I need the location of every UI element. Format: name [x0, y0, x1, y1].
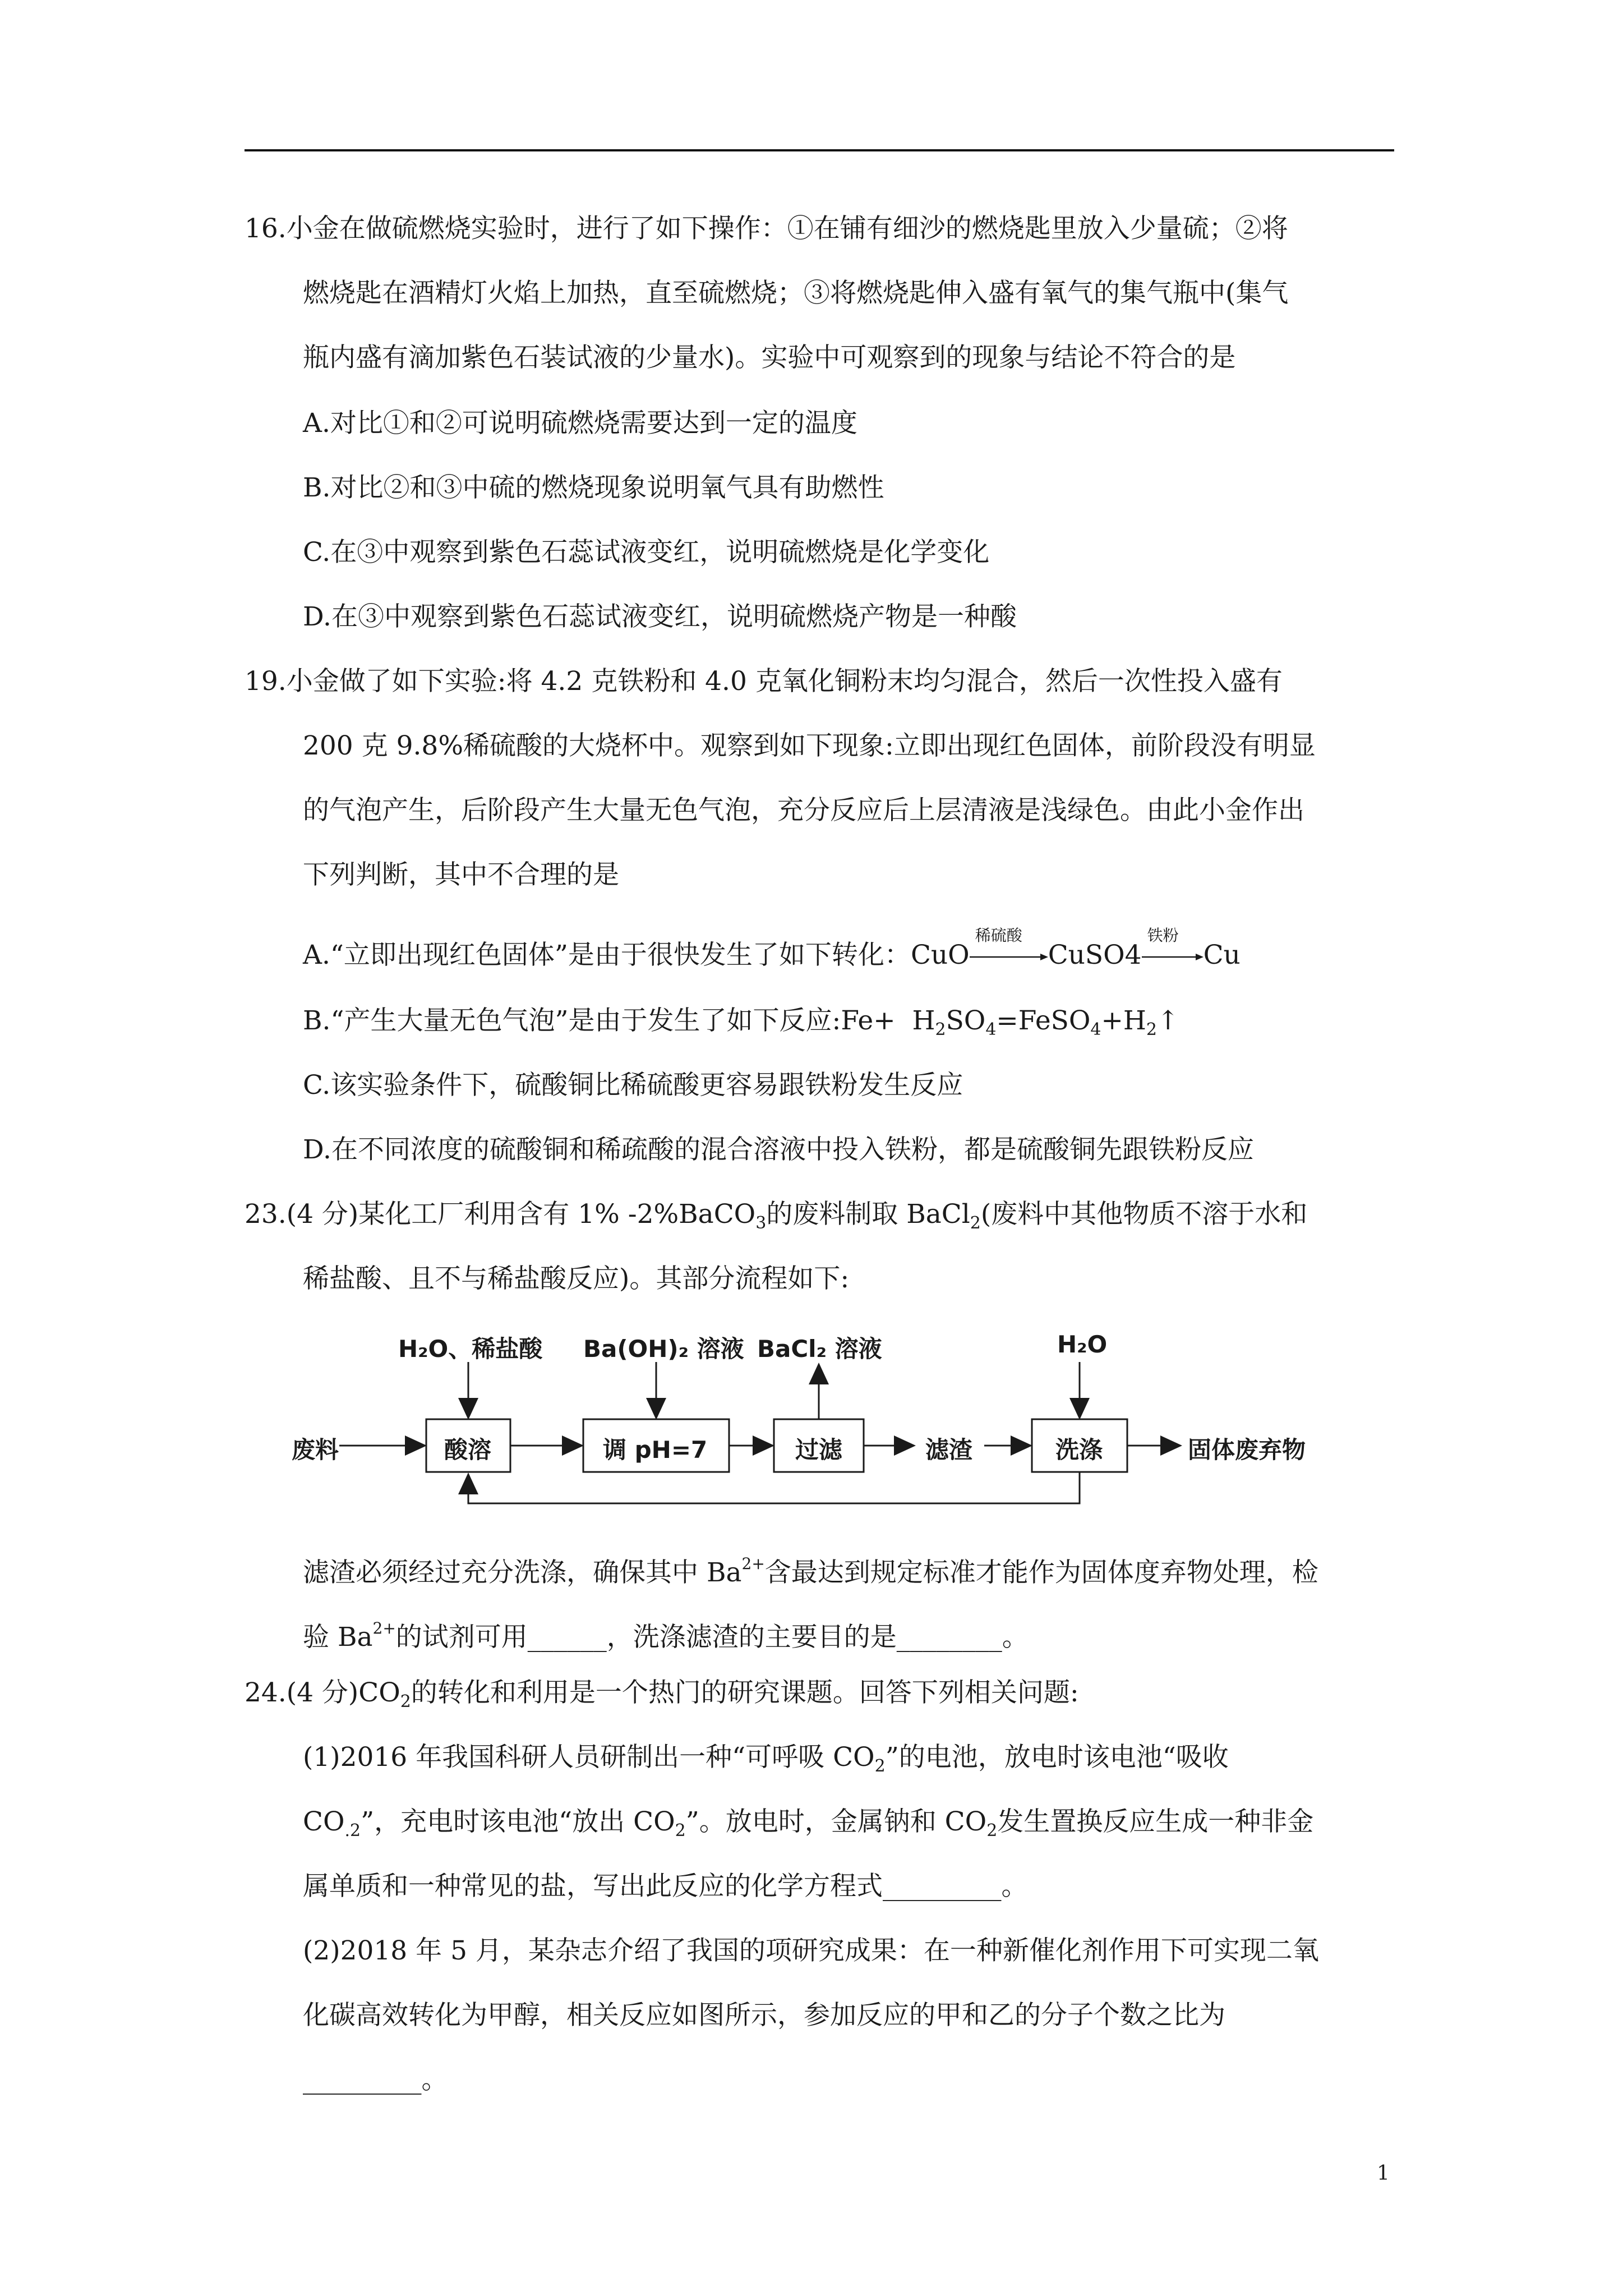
formula-h2: +H [1101, 1005, 1146, 1036]
flow-input-reagents-2: Ba(OH)₂ 溶液 [583, 1335, 744, 1363]
formula-so: SO [946, 1005, 986, 1036]
flow-output-filtrate: BaCl₂ 溶液 [757, 1335, 882, 1363]
q24-p1-l2d: ”。放电时，金属钠和 CO [685, 1806, 987, 1837]
q24-heading [245, 1676, 1079, 1719]
header-rule [245, 149, 1394, 151]
q19-option-a-text: A.“立即出现红色固体”是由于很快发生了如下转化： [303, 940, 911, 970]
subscript-2: 2 [400, 1692, 411, 1711]
q23-line-1c: (废料中其他物质不溶于水和 [980, 1199, 1308, 1230]
q19-stem-line-4: 下列判断，其中不合理的是 [303, 859, 619, 890]
q16-stem-line-3: 瓶内盛有滴加紫色石装试液的少量水)。实验中可观察到的现象与结论不符合的是 [303, 342, 1236, 373]
q19-stem-line-2: 200 克 9.8%稀硫酸的大烧杯中。观察到如下现象:立即出现红色固体，前阶段没有明显 [303, 730, 1316, 761]
q16-option-d: D.在③中观察到紫色石蕊试液变红，说明硫燃烧产物是一种酸 [303, 601, 1017, 632]
process-flow-diagram [292, 1324, 1352, 1520]
q19-stem-line-1: 19.小金做了如下实验:将 4.2 克铁粉和 4.0 克氧化铜粉末均匀混合，然后一次性投入盛有 [245, 666, 1283, 697]
q24-p1-l2e: 发生置换反应生成一种非金 [997, 1806, 1314, 1837]
q23-line-1a: 23.(4 分)某化工厂利用含有 1% -2%BaCO [245, 1199, 756, 1230]
subscript-4: 4 [1090, 1020, 1101, 1039]
q19-option-d: D.在不同浓度的硫酸铜和稀疏酸的混合溶液中投入铁粉，都是硫酸铜先跟铁粉反应 [303, 1134, 1254, 1165]
q23-para-line-1 [303, 1547, 1318, 1590]
flow-end-solid-waste: 固体废弃物 [1188, 1436, 1306, 1464]
q24-p1-l1b: ”的电池，放电时该电池“吸收 [885, 1742, 1229, 1773]
q24-part1-line-3: 属单质和一种常见的盐，写出此反应的化学方程式_________。 [303, 1871, 1028, 1902]
q19-option-b-text: B.“产生大量无色气泡”是由于发生了如下反应:Fe+ [303, 1005, 896, 1036]
page-number: 1 [1377, 2162, 1390, 2185]
flow-input-water: H₂O [1057, 1331, 1108, 1358]
q24-part1-line-1 [303, 1741, 1229, 1783]
flow-box-filter: 过滤 [795, 1436, 843, 1464]
subscript-2: 2 [970, 1213, 981, 1233]
q24-heading-a: 24.(4 分)CO [245, 1677, 400, 1708]
flow-input-reagents-1: H₂O、稀盐酸 [398, 1335, 543, 1363]
gas-arrow-icon: ↑ [1156, 1005, 1179, 1036]
flow-box-adjust-ph: 调 pH=7 [603, 1436, 708, 1464]
subscript-2: 2 [986, 1821, 998, 1841]
formula-cu: Cu [1203, 940, 1241, 970]
q16-option-c: C.在③中观察到紫色石蕊试液变红，说明硫燃烧是化学变化 [303, 537, 990, 568]
subscript-2: 2 [935, 1020, 946, 1039]
q24-part2-line-3: _________。 [303, 2064, 448, 2095]
flow-start-waste: 废料 [292, 1436, 339, 1464]
q23-para-2a: 验 Ba [303, 1622, 373, 1653]
q23-line-2: 稀盐酸、且不与稀盐酸反应)。其部分流程如下: [303, 1263, 850, 1294]
arrow-2-label: 铁粉 [1147, 926, 1179, 945]
q16-option-b: B.对比②和③中硫的燃烧现象说明氧气具有助燃性 [303, 472, 884, 503]
q19-stem-line-3: 的气泡产生，后阶段产生大量无色气泡，充分反应后上层清液是浅绿色。由此小金作出 [303, 795, 1304, 826]
arrow-1-label: 稀硫酸 [975, 926, 1022, 945]
flow-residue: 滤渣 [925, 1436, 973, 1464]
formula-cuo: CuO [910, 940, 970, 970]
q23-para-1a: 滤渣必须经过充分洗涤，确保其中 Ba [303, 1557, 742, 1588]
q24-p1-l2c: ”，充电时该电池“放出 CO [361, 1806, 675, 1837]
q23-para-2b: 的试剂可用______，洗涤滤渣的主要目的是________。 [395, 1622, 1029, 1653]
q23-para-line-2 [303, 1612, 1029, 1654]
q24-part1-line-2 [303, 1805, 1313, 1848]
superscript-charge: 2+ [372, 1619, 396, 1637]
q16-option-a: A.对比①和②可说明硫燃烧需要达到一定的温度 [303, 408, 857, 439]
flow-box-acid-dissolve: 酸溶 [444, 1436, 492, 1464]
subscript-3: 3 [755, 1213, 767, 1233]
q19-option-c: C.该实验条件下，硫酸铜比稀硫酸更容易跟铁粉发生反应 [303, 1070, 963, 1101]
q24-part2-line-2: 化碳高效转化为甲醇，相关反应如图所示，参加反应的甲和乙的分子个数之比为 [303, 2000, 1225, 2031]
superscript-charge: 2+ [741, 1554, 765, 1573]
q19-option-a [303, 926, 1241, 972]
q16-stem-line-1: 16.小金在做硫燃烧实验时，进行了如下操作：①在铺有细沙的燃烧匙里放入少量硫；②将 [245, 213, 1288, 244]
subscript-2: .2 [344, 1821, 361, 1841]
formula-cuso4: CuSO4 [1048, 940, 1142, 970]
q23-para-1b: 含最达到规定标准才能作为固体度弃物处理，检 [764, 1557, 1318, 1588]
q16-stem-line-2: 燃烧匙在酒精灯火焰上加热，直至硫燃烧；③将燃烧匙伸入盛有氧气的集气瓶中(集气 [303, 278, 1289, 309]
q19-option-b [303, 1004, 1179, 1047]
formula-feso: =FeSO [996, 1005, 1091, 1036]
flow-box-wash: 洗涤 [1055, 1436, 1103, 1464]
reaction-arrow-2 [1142, 926, 1204, 967]
subscript-2: 2 [675, 1821, 686, 1841]
arrow-right-icon [1142, 945, 1204, 967]
q24-part2-line-1: (2)2018 年 5 月，某杂志介绍了我国的项研究成果：在一种新催化剂作用下可实现二氧 [303, 1935, 1319, 1966]
subscript-2: 2 [1146, 1020, 1157, 1039]
q24-p1-l2a: CO [303, 1806, 345, 1837]
subscript-4: 4 [985, 1020, 997, 1039]
q24-heading-b: 的转化和利用是一个热门的研究课题。回答下列相关问题: [411, 1677, 1079, 1708]
subscript-2: 2 [874, 1756, 886, 1776]
reaction-arrow-1 [970, 926, 1048, 967]
q23-line-1 [245, 1198, 1307, 1240]
q23-line-1b: 的废料制取 BaCl [766, 1199, 970, 1230]
q24-p1-l1a: (1)2016 年我国科研人员研制出一种“可呼吸 CO [303, 1742, 875, 1773]
arrow-right-icon [970, 945, 1048, 967]
formula-h: H [912, 1005, 935, 1036]
